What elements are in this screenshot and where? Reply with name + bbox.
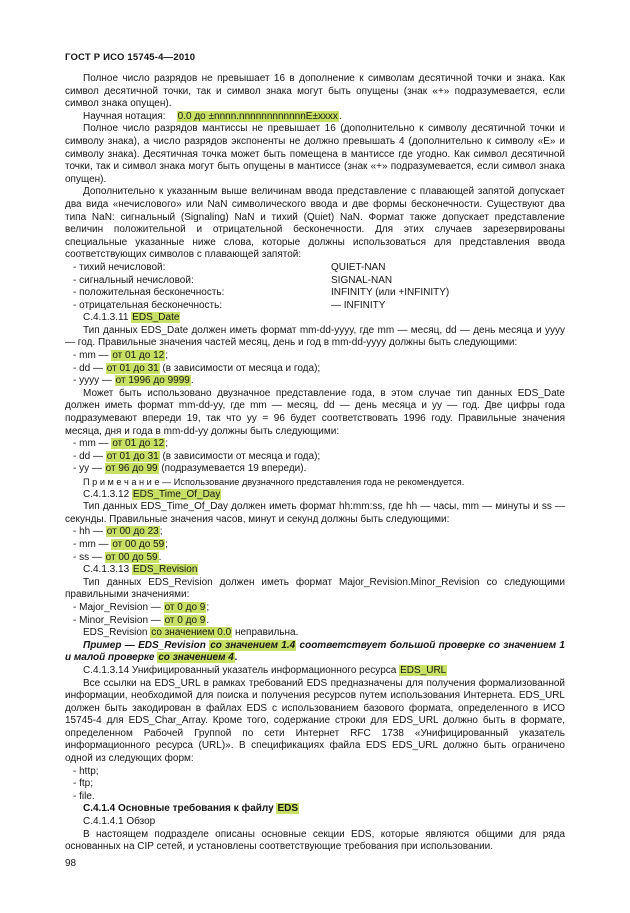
example: Пример — EDS_Revision со значением 1.4 соответствует большой проверке со значением 1 и малой проверке со значением 4. <box>65 639 565 664</box>
section-heading: С.4.1.4.1 Обзор <box>83 816 156 828</box>
search-highlight: со значением 1.4 <box>210 639 296 651</box>
list-item: - dd — от 01 до 31 (в зависимости от месяца и года); <box>73 450 321 462</box>
list-item: - mm — от 00 до 59; <box>73 538 169 550</box>
list-item: - file. <box>73 790 95 802</box>
definition-row <box>73 287 565 300</box>
search-highlight: от 01 до 31 <box>106 450 159 462</box>
search-highlight: от 01 до 12 <box>112 438 165 450</box>
paragraph: Научная нотация: 0.0 до ±nnnn.nnnnnnnnnnnnE±xxxx. <box>83 110 342 122</box>
list-item: - ftp; <box>73 778 94 790</box>
search-highlight: со значением 4 <box>158 652 234 664</box>
search-highlight: EDS_Time_Of_Day <box>132 488 221 500</box>
search-highlight: от 00 до 59 <box>105 551 158 563</box>
search-highlight: от 1996 до 9999 <box>115 375 190 387</box>
list-item: - mm — от 01 до 12; <box>73 438 169 450</box>
list-item: - yyyy — от 1996 до 9999. <box>73 375 194 387</box>
standard-designation: ГОСТ Р ИСО 15745-4—2010 <box>65 52 196 63</box>
definition-row <box>73 300 565 313</box>
paragraph: Может быть использовано двузначное представление года, в этом случае тип данных EDS_Date должен иметь формат mm-dd-yy, где mm — месяц, dd — день месяца и yy — год. Две цифры года подразумевают впереди 19, так что yy = 96 будет соответствовать 1996 году. Правильные значения месяца, дня и года в mm-dd-yy должны быть следующими: <box>65 387 565 437</box>
paragraph: EDS_Revision со значением 0.0 неправильна. <box>83 627 299 639</box>
definition-value: INFINITY (или +INFINITY) <box>331 287 450 299</box>
paragraph: В настоящем подразделе описаны основные секции EDS, которые являются общими для ряда основанных на CIP сетей, и установлены соответствующие требования при использовании. <box>65 828 565 853</box>
definition-term: - сигнальный нечисловой: <box>73 274 194 286</box>
list-item: - Major_Revision — от 0 до 9; <box>73 601 210 613</box>
list-item: - ss — от 00 до 59. <box>73 551 162 563</box>
list-item: - http; <box>73 765 99 777</box>
search-highlight: от 96 до 99 <box>105 463 158 475</box>
definition-row <box>73 262 565 275</box>
section-heading: С.4.1.3.12 EDS_Time_Of_Day <box>83 488 221 500</box>
list-item: - Minor_Revision — от 0 до 9. <box>73 614 210 626</box>
page-number: 98 <box>65 858 77 869</box>
search-highlight: от 00 до 59 <box>112 538 165 550</box>
search-highlight: от 01 до 12 <box>112 350 165 362</box>
paragraph: Полное число разрядов мантиссы не превышает 16 (дополнительно к символу десятичной точки и символу знака), а число разрядов экспоненты не должно превышать 4 (дополнительно к символу «Е» и символу знака). Десятичная точка может быть помещена в мантиссе где угодно. Как символ десятичной точки, так и символ знака могут быть опущены в мантиссе (знак «+» подразумевается, если символ знака опущен). <box>65 123 565 185</box>
search-highlight: EDS_Revision <box>132 564 198 576</box>
search-highlight: со значением 0.0 <box>151 627 232 639</box>
section-heading: С.4.1.4 Основные требования к файлу EDS <box>83 803 299 815</box>
search-highlight: от 00 до 23 <box>106 526 159 538</box>
paragraph: Полное число разрядов не превышает 16 в дополнение к символам десятичной точки и знака. Как символ десятичной точки, так и символ знака могут быть опущены (знак «+» подразумевается, если символ знака опущен). <box>65 73 565 110</box>
definition-row <box>73 275 565 288</box>
section-heading: С.4.1.3.14 Унифицированный указатель информационного ресурса EDS_URL <box>83 664 447 676</box>
paragraph: Дополнительно к указанным выше величинам ввода представление с плавающей запятой допускает два вида «нечислового» или NaN символического ввода и две формы бесконечности. Существуют два типа NaN: сигнальный (Signaling) NaN и тихий (Quiet) NaN. Формат также допускает представление величин положительной и отрицательной бесконечности. Для этих случаев зарезервированы специальные указанные ниже слова, которые должны использоваться для представления ввода соответствующих символов с плавающей запятой: <box>65 186 565 261</box>
section-heading: С.4.1.3.11 EDS_Date <box>83 312 180 324</box>
search-highlight: EDS_Date <box>132 312 180 324</box>
list-item: - hh — от 00 до 23; <box>73 526 163 538</box>
document-content <box>65 73 565 854</box>
paragraph: Тип данных EDS_Revision должен иметь формат Major_Revision.Minor_Revision со следующими правильными значениями: <box>65 576 565 601</box>
search-highlight: от 0 до 9 <box>164 601 206 613</box>
paragraph: Тип данных EDS_Time_Of_Day должен иметь формат hh:mm:ss, где hh — часы, mm — минуты и ss — секунды. Правильные значения часов, минут и секунд должны быть следующими: <box>65 501 565 525</box>
definition-term: - тихий нечисловой: <box>73 261 166 273</box>
definition-term: - положительная бесконечность: <box>73 287 225 299</box>
section-heading: С.4.1.3.13 EDS_Revision <box>83 564 198 576</box>
list-item: - dd — от 01 до 31 (в зависимости от месяца и года); <box>73 362 321 374</box>
definition-value: — INFINITY <box>331 299 386 311</box>
definition-value: SIGNAL-NAN <box>331 274 393 286</box>
search-highlight: EDS_URL <box>400 664 447 676</box>
paragraph: Тип данных EDS_Date должен иметь формат mm-dd-yyyy, где mm — месяц, dd — день месяца и yyyy — год. Правильные значения частей месяц, день и год в mm-dd-yyyy должны быть следующими: <box>65 324 565 349</box>
search-highlight: 0.0 до ±nnnn.nnnnnnnnnnnnE±xxxx <box>177 110 338 122</box>
paragraph: Все ссылки на EDS_URL в рамках требований EDS предназначены для получения формализованной информации, необходимой для поиска и получения ресурсов путем использования Интернета. EDS_URL должен быть закодирован в файлах EDS с использованием базового формата, определенного в ИСО 15745-4 для EDS_Char_Array. Кроме того, содержание строки для EDS_URL должно быть в формате, определенном Рабочей Группой по сети Интернет RFC 1738 «Унифицированный указатель информационного ресурса (URL)». В спецификациях файла EDS EDS_URL должно быть ограничено одной из следующих форм: <box>65 677 565 765</box>
note: П р и м е ч а н и е — Использование двузначного представления года не рекомендуется. <box>83 477 465 487</box>
search-highlight: от 0 до 9 <box>164 614 206 626</box>
list-item: - mm — от 01 до 12; <box>73 350 169 362</box>
search-highlight: от 01 до 31 <box>106 362 159 374</box>
definition-term: - отрицательная бесконечность: <box>73 299 223 311</box>
list-item: - yy — от 96 до 99 (подразумевается 19 впереди). <box>73 463 307 475</box>
search-highlight: EDS <box>277 803 299 815</box>
definition-value: QUIET-NAN <box>331 261 386 273</box>
